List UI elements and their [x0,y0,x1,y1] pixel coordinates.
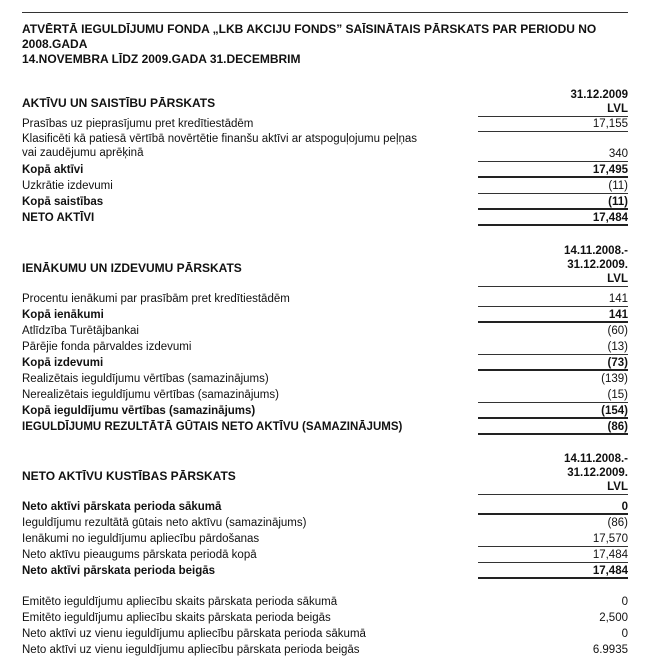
row-label [22,132,417,160]
row-label: Emitēto ieguldījumu apliecību skaits pārskata perioda sākumā [22,596,338,608]
row-value: 0 [478,499,628,515]
table-row [22,642,628,658]
table-row [22,371,628,387]
table-row [22,323,628,339]
table-row [22,547,628,563]
row-value: (60) [607,325,628,337]
table-row [22,116,628,132]
row-label: Prasības uz pieprasījumu pret kredītiestādēm [22,118,254,130]
column-header [478,244,628,287]
row-label: Kopā saistības [22,196,104,208]
row-value: 17,484 [478,563,628,579]
row-label: Neto aktīvu pieaugums pārskata periodā kopā [22,549,257,561]
section-title: NETO AKTĪVU KUSTĪBAS PĀRSKATS [22,469,236,483]
row-label: Nerealizētais ieguldījumu vērtības (samazinājums) [22,389,279,401]
row-label: Neto aktīvi uz vienu ieguldījumu apliecību pārskata perioda sākumā [22,628,366,640]
row-value: 0 [621,596,628,608]
row-value: (86) [607,517,628,529]
table-row-total [22,355,628,371]
top-rule [22,12,628,13]
row-value: 6.9935 [592,644,628,656]
income-statement-header [22,244,628,291]
column-currency: LVL [607,481,628,493]
column-period-start: 14.11.2008.- [564,453,628,465]
row-label: Kopā aktīvi [22,164,84,176]
row-value: 17,484 [478,210,628,226]
row-label: Kopā izdevumi [22,357,104,369]
table-row [22,515,628,531]
row-label: Uzkrātie izdevumi [22,180,113,192]
net-assets-movement-header [22,452,628,499]
table-row-total [22,563,628,579]
table-row-total [22,419,628,435]
row-value: (13) [478,339,628,355]
column-currency: LVL [607,103,628,115]
table-row [22,387,628,403]
table-row [22,531,628,547]
column-period-start: 14.11.2008.- [564,245,628,257]
fund-units-section [22,594,628,658]
table-row-total [22,210,628,226]
row-label-line-1: Klasificēti kā patiesā vērtībā novērtētie finanšu aktīvi ar atspoguļojumu peļņas [22,133,418,145]
table-row [22,594,628,610]
row-value: 17,570 [478,531,628,547]
column-header [478,452,628,495]
report-title [22,22,628,67]
column-header [478,88,628,117]
row-value: (86) [478,419,628,435]
row-value: 17,495 [478,162,628,178]
row-value: (11) [478,194,628,210]
table-row-total [22,162,628,178]
column-period-end: 31.12.2009. [567,259,628,271]
row-label: Kopā ieguldījumu vērtības (samazinājums) [22,405,256,417]
table-row [22,178,628,194]
row-label: Realizētais ieguldījumu vērtības (samazinājums) [22,373,269,385]
row-value: 17,484 [478,547,628,563]
row-value: 340 [478,146,628,162]
row-value: (139) [601,373,628,385]
table-row-total [22,194,628,210]
row-label: Pārējie fonda pārvaldes izdevumi [22,341,192,353]
section-title: IENĀKUMU UN IZDEVUMU PĀRSKATS [22,261,242,275]
row-value: 2,500 [599,612,628,624]
row-label: Kopā ienākumi [22,309,104,321]
row-value: (73) [478,355,628,371]
row-label: NETO AKTĪVI [22,212,95,224]
net-assets-movement-section [22,452,628,579]
column-currency: LVL [607,273,628,285]
balance-sheet-header [22,88,628,116]
table-row [22,339,628,355]
table-row [22,132,628,162]
row-value: (154) [478,403,628,419]
table-row-total [22,403,628,419]
row-value: 17,155 [478,116,628,132]
table-row [22,610,628,626]
row-value: 141 [478,307,628,323]
section-title: AKTĪVU UN SAISTĪBU PĀRSKATS [22,96,216,110]
title-line-2: 14.NOVEMBRA LĪDZ 2009.GADA 31.DECEMBRIM [22,52,301,66]
column-date: 31.12.2009 [570,89,628,101]
table-row-total [22,499,628,515]
row-label: Emitēto ieguldījumu apliecību skaits pārskata perioda beigās [22,612,331,624]
row-label: Ienākumi no ieguldījumu apliecību pārdošanas [22,533,260,545]
row-value: 0 [621,628,628,640]
row-label: IEGULDĪJUMU REZULTĀTĀ GŪTAIS NETO AKTĪVU (SAMAZINĀJUMS) [22,421,403,433]
income-statement-section [22,244,628,435]
row-label: Ieguldījumu rezultātā gūtais neto aktīvu (samazinājums) [22,517,307,529]
row-label: Neto aktīvi pārskata perioda beigās [22,565,216,577]
table-row [22,626,628,642]
column-period-end: 31.12.2009. [567,467,628,479]
balance-sheet-section [22,88,628,226]
row-value: (11) [478,178,628,194]
row-value: (15) [478,387,628,403]
row-label-line-2: vai zaudējumu aprēķinā [22,147,144,159]
title-line-1: ATVĒRTĀ IEGULDĪJUMU FONDA „LKB AKCIJU FONDS” SAĪSINĀTAIS PĀRSKATS PAR PERIODU NO 2008.GADA [22,22,597,51]
table-row [22,291,628,307]
row-value: 141 [478,291,628,307]
row-label: Procentu ienākumi par prasībām pret kredītiestādēm [22,293,290,305]
table-row-total [22,307,628,323]
row-label: Neto aktīvi uz vienu ieguldījumu apliecību pārskata perioda beigās [22,644,360,656]
row-label: Neto aktīvi pārskata perioda sākumā [22,501,222,513]
row-label: Atlīdzība Turētājbankai [22,325,139,337]
